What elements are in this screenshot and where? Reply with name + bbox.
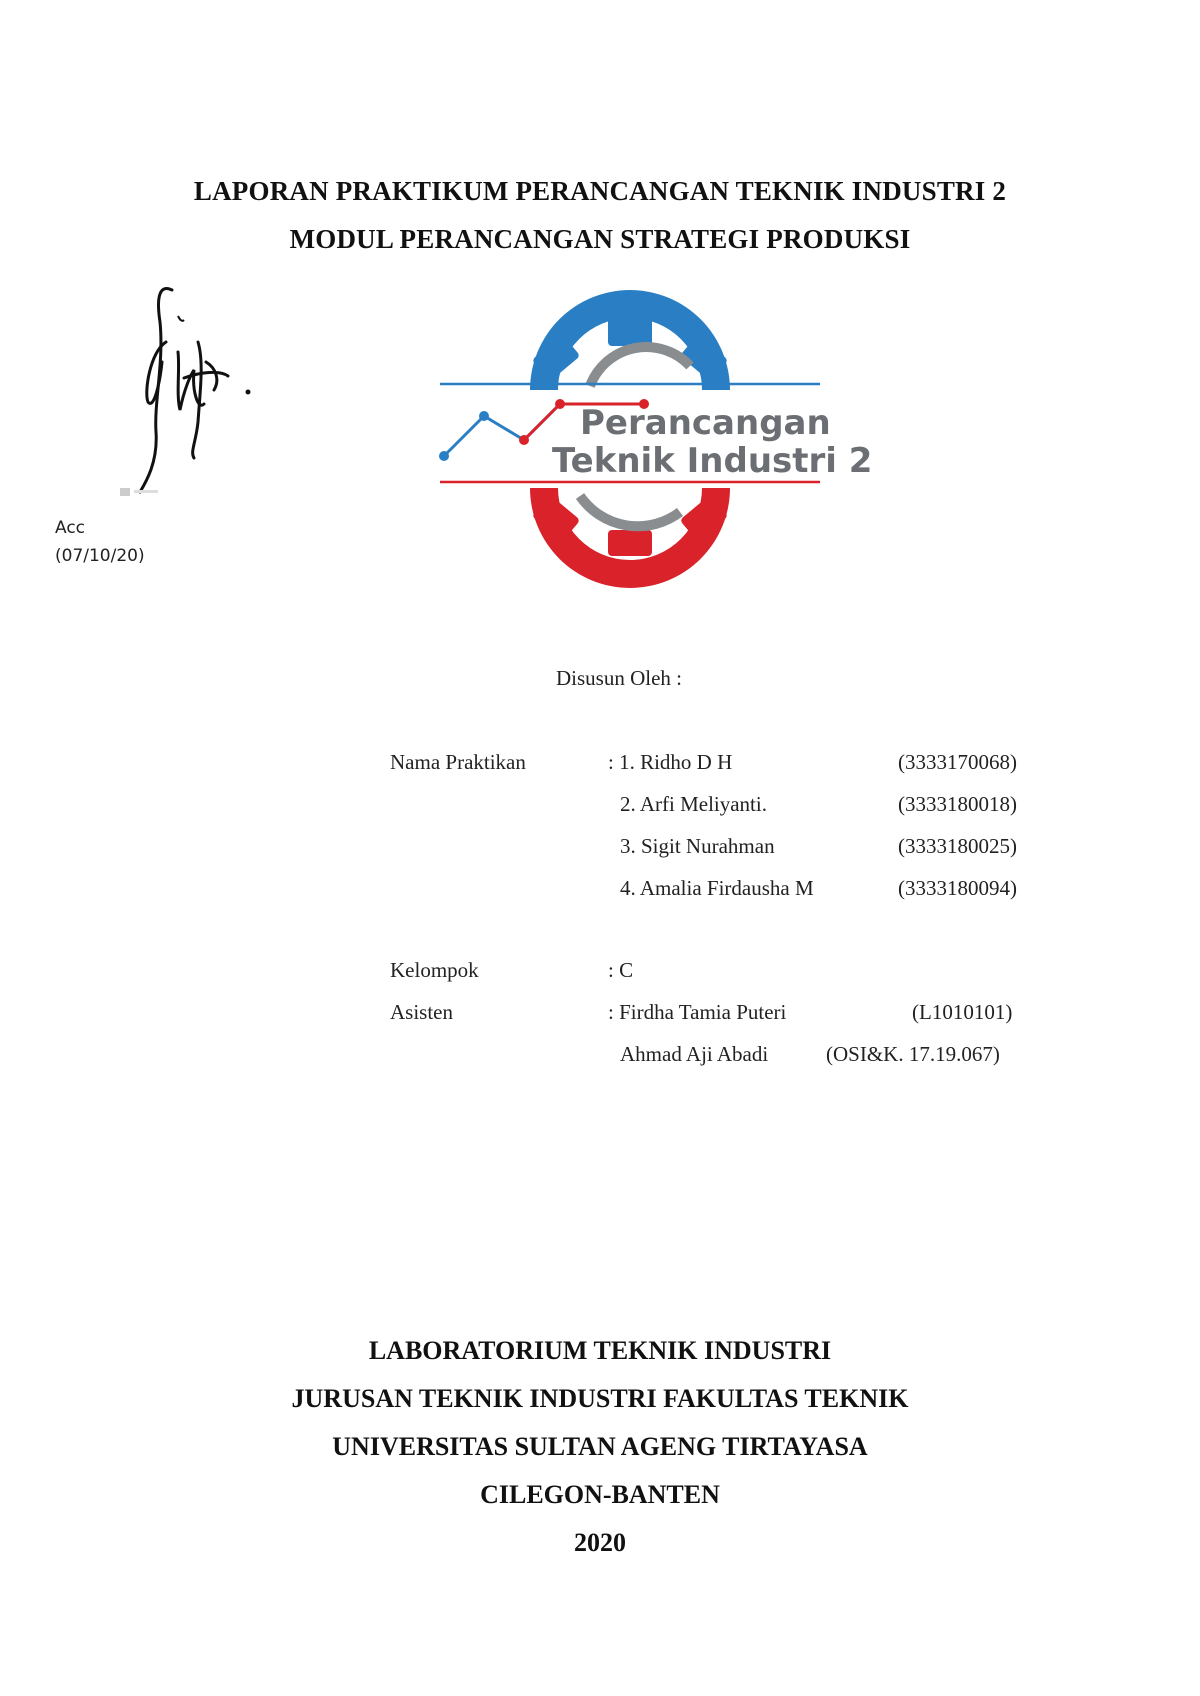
member-name: 4. Amalia Firdausha M: [620, 876, 814, 900]
signature: [120, 282, 260, 502]
approval-note: Acc: [55, 518, 86, 538]
assistant-name: : Firdha Tamia Puteri: [608, 1000, 787, 1024]
year: 2020: [574, 1528, 626, 1557]
module-title: MODUL PERANCANGAN STRATEGI PRODUKSI: [289, 224, 911, 254]
member-name: : 1. Ridho D H: [608, 750, 733, 774]
approval-date: (07/10/20): [55, 546, 145, 566]
lab-name: LABORATORIUM TEKNIK INDUSTRI: [368, 1336, 832, 1365]
assistant-id: (OSI&K. 17.19.067): [826, 1042, 1000, 1066]
member-id: (3333180025): [898, 834, 1017, 858]
assistant-name: Ahmad Aji Abadi: [620, 1042, 769, 1066]
member-id: (3333170068): [898, 750, 1017, 774]
department-name: JURUSAN TEKNIK INDUSTRI FAKULTAS TEKNIK: [291, 1384, 909, 1413]
logo-text-line2: Teknik Industri 2: [552, 441, 873, 481]
member-name: 3. Sigit Nurahman: [620, 834, 775, 858]
member-name: 2. Arfi Meliyanti.: [620, 792, 767, 816]
university-name: UNIVERSITAS SULTAN AGENG TIRTAYASA: [332, 1432, 868, 1461]
group-value: : C: [608, 958, 634, 982]
group-label: Kelompok: [390, 958, 479, 982]
members-label: Nama Praktikan: [390, 750, 526, 774]
logo-text-line1: Perancangan: [580, 403, 831, 443]
assistants-label: Asisten: [390, 1000, 453, 1024]
city-name: CILEGON-BANTEN: [480, 1480, 720, 1509]
lab-logo: [440, 316, 873, 556]
assistant-id: (L1010101): [912, 1000, 1013, 1024]
compiled-by: Disusun Oleh :: [556, 666, 682, 690]
member-id: (3333180018): [898, 792, 1017, 816]
report-title: LAPORAN PRAKTIKUM PERANCANGAN TEKNIK INDUSTRI 2: [193, 176, 1007, 206]
member-id: (3333180094): [898, 876, 1017, 900]
